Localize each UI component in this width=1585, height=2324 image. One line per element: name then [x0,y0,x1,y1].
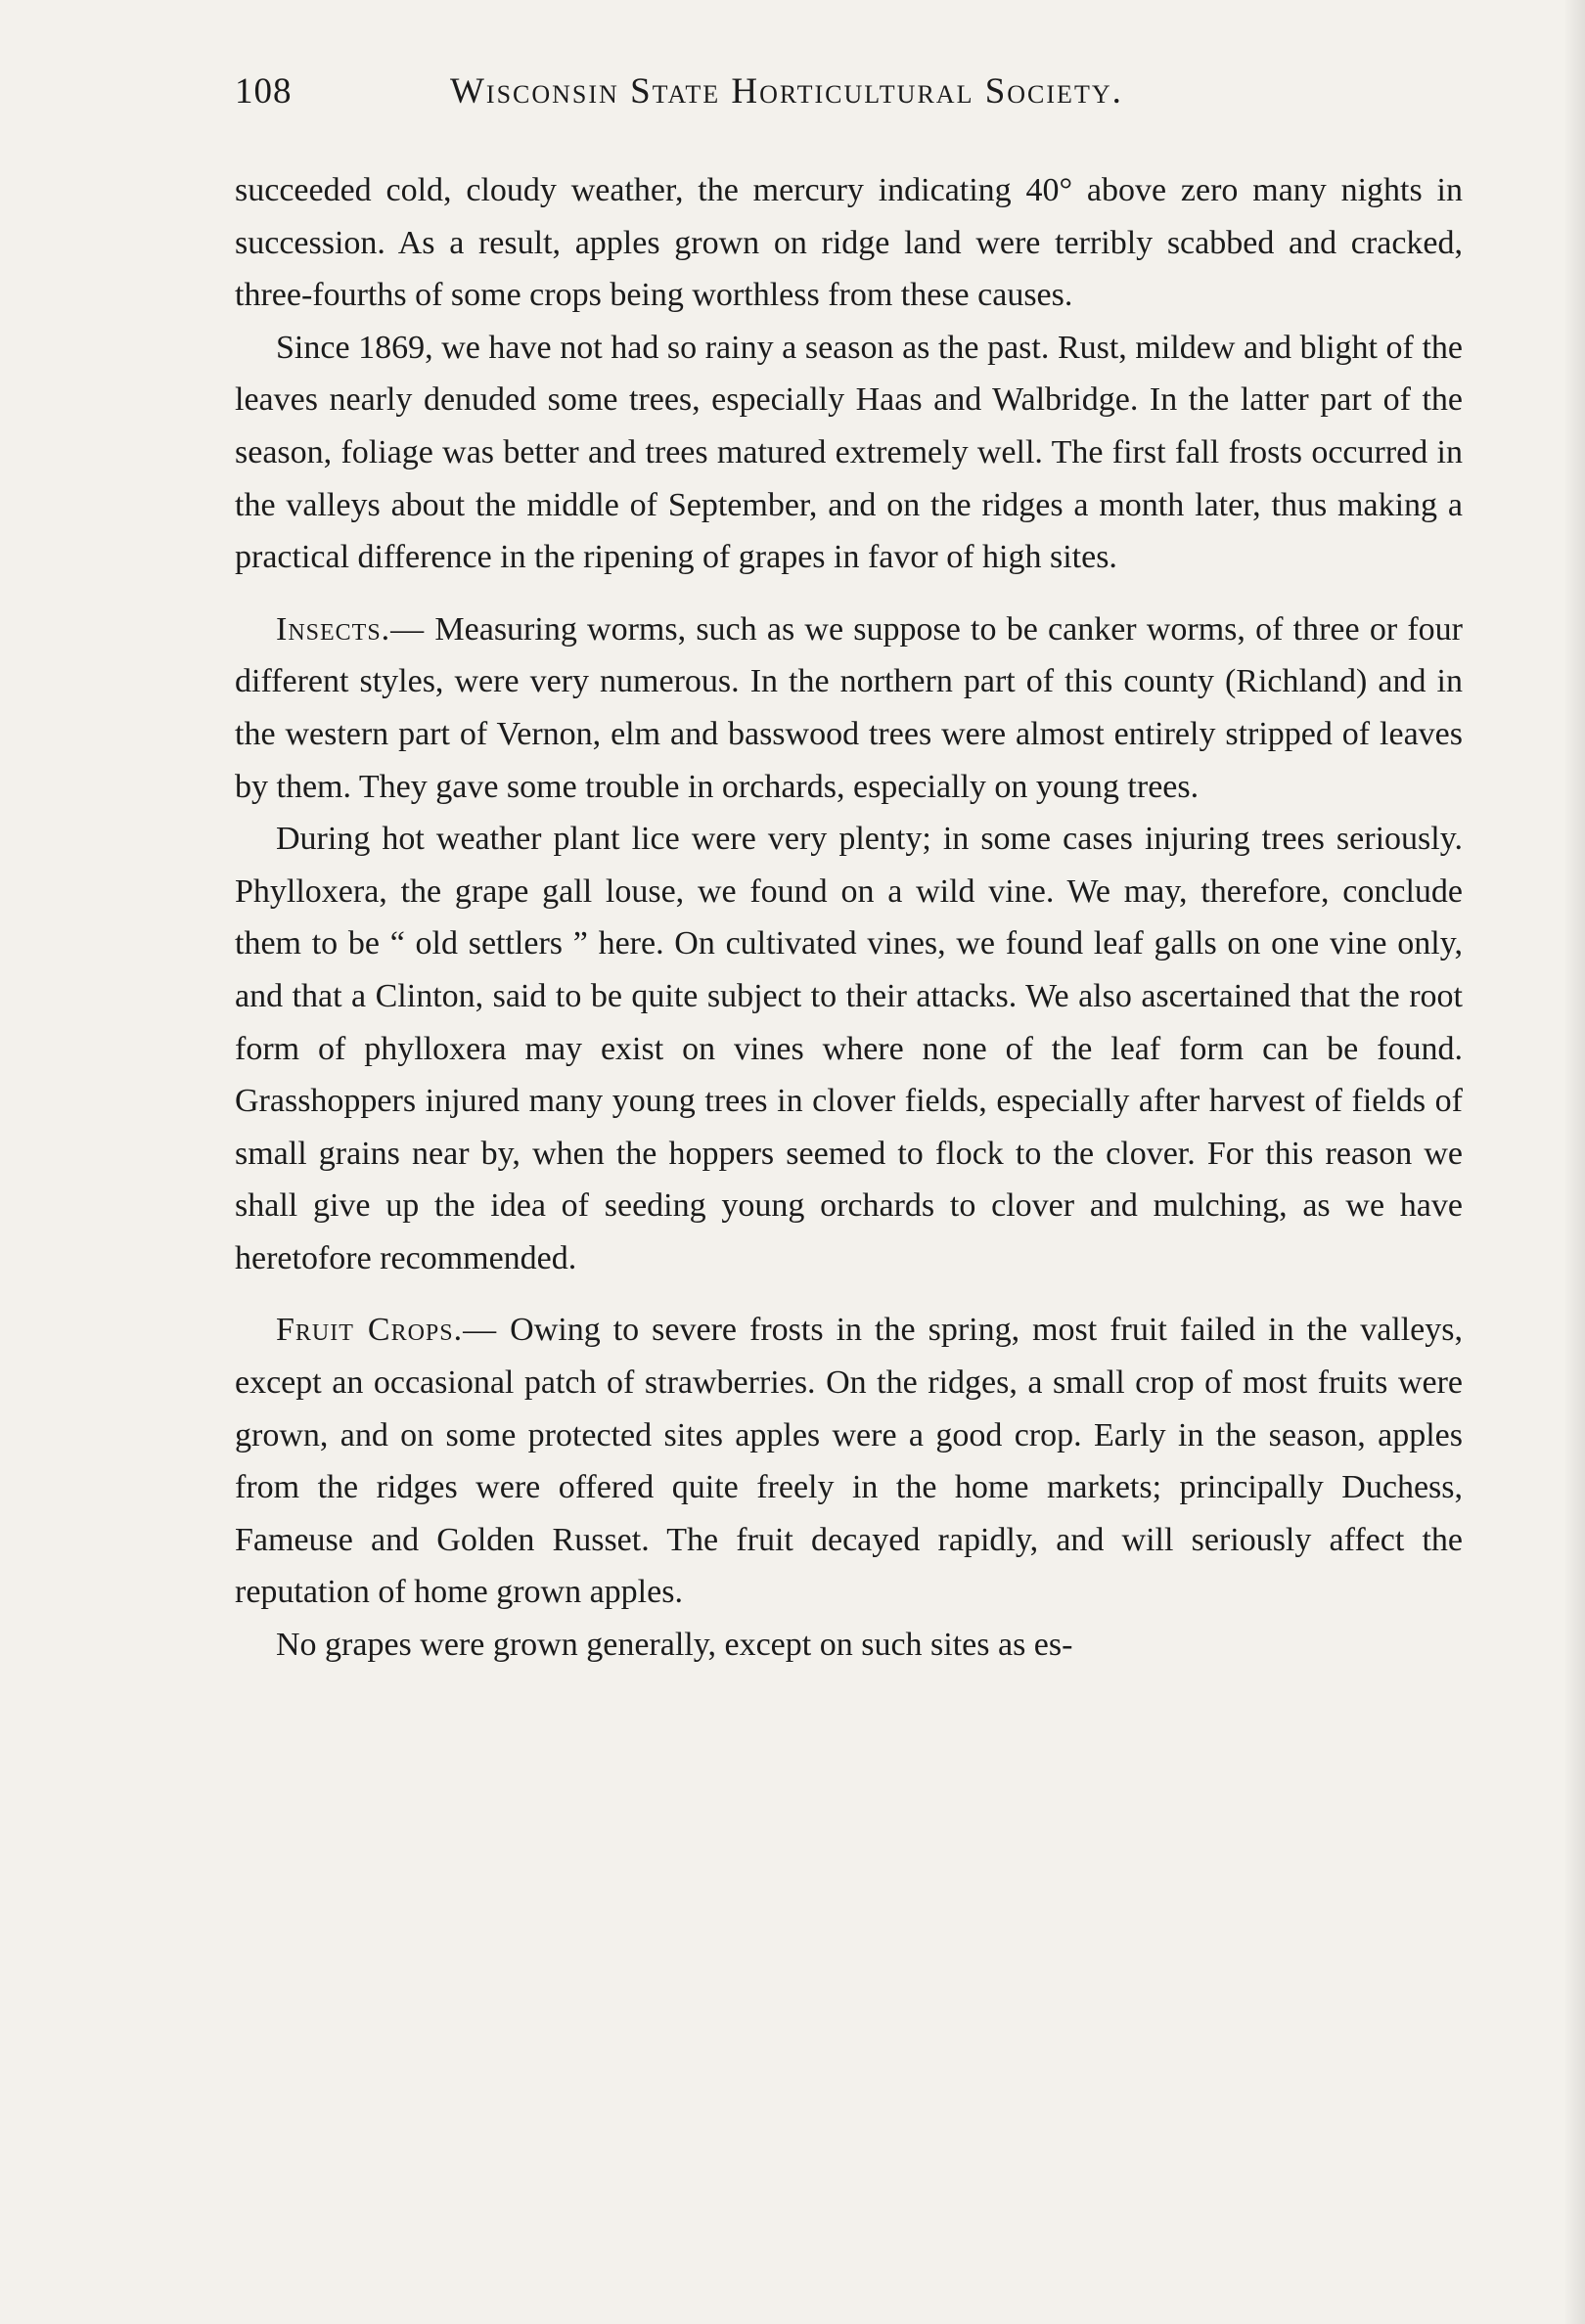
paragraph-insects [235,603,1463,813]
section-heading-insects: Insects.— [276,610,426,648]
paragraph-grapes [235,1619,1463,1672]
paragraph-text: Measuring worms, such as we suppose to be canker worms, of three or four different styles, were very numerous. In the northern part of this county (Richland) and in the western part of Vernon, elm and basswood trees were almost entirely stripped of leaves by them. They gave some trouble in orchards, especially on young trees. [235,610,1463,805]
page-edge-shadow [1563,0,1585,2324]
paragraph-plant-lice [235,813,1463,1284]
paragraph-fruit-crops [235,1304,1463,1619]
paragraph-text: Since 1869, we have not had so rainy a season as the past. Rust, mildew and blight of the leaves nearly denuded some trees, especially Haas and Walbridge. In the latter part of the season, foliage was better and trees matured extremely well. The first fall frosts occurred in the valleys about the middle of September, and on the ridges a month later, thus making a practical difference in the ripening of grapes in favor of high sites. [235,329,1463,576]
paragraph-weather [235,164,1463,322]
paragraph-rainy-season [235,322,1463,584]
running-title: Wisconsin State Horticultural Society. [450,71,1123,112]
page-number: 108 [235,71,293,112]
body-text [235,164,1463,1672]
paragraph-text: No grapes were grown generally, except on such sites as es- [276,1627,1073,1664]
paragraph-text: Owing to severe frosts in the spring, most fruit failed in the valleys, except an occasional patch of strawberries. On the ridges, a small crop of most fruits were grown, and on some protected sites apples were a good crop. Early in the season, apples from the ridges were offered quite freely in the home markets; principally Duchess, Fameuse and Golden Russet. The fruit decayed rapidly, and will seriously affect the reputation of home grown apples. [235,1312,1463,1611]
paragraph-text: During hot weather plant lice were very plenty; in some cases injuring trees seriously. Phylloxera, the grape gall louse, we found on a wild vine. We may, therefore, conclude them to be “ old settlers ” here. On cultivated vines, we found leaf galls on one vine only, and that a Clinton, said to be quite subject to their attacks. We also ascertained that the root form of phylloxera may exist on vines where none of the leaf form can be found. Grasshoppers injured many young trees in clover fields, especially after harvest of fields of small grains near by, when the hoppers seemed to flock to the clover. For this reason we shall give up the idea of seeding young orchards to clover and mulching, as we have heretofore recommended. [235,821,1463,1276]
paragraph-text: succeeded cold, cloudy weather, the mercury indicating 40° above zero many nights in succession. As a result, apples grown on ridge land were terribly scabbed and cracked, three-fourths of some crops being worthless from these causes. [235,172,1463,314]
section-heading-fruit-crops: Fruit Crops.— [276,1312,498,1349]
running-header [235,70,1272,129]
